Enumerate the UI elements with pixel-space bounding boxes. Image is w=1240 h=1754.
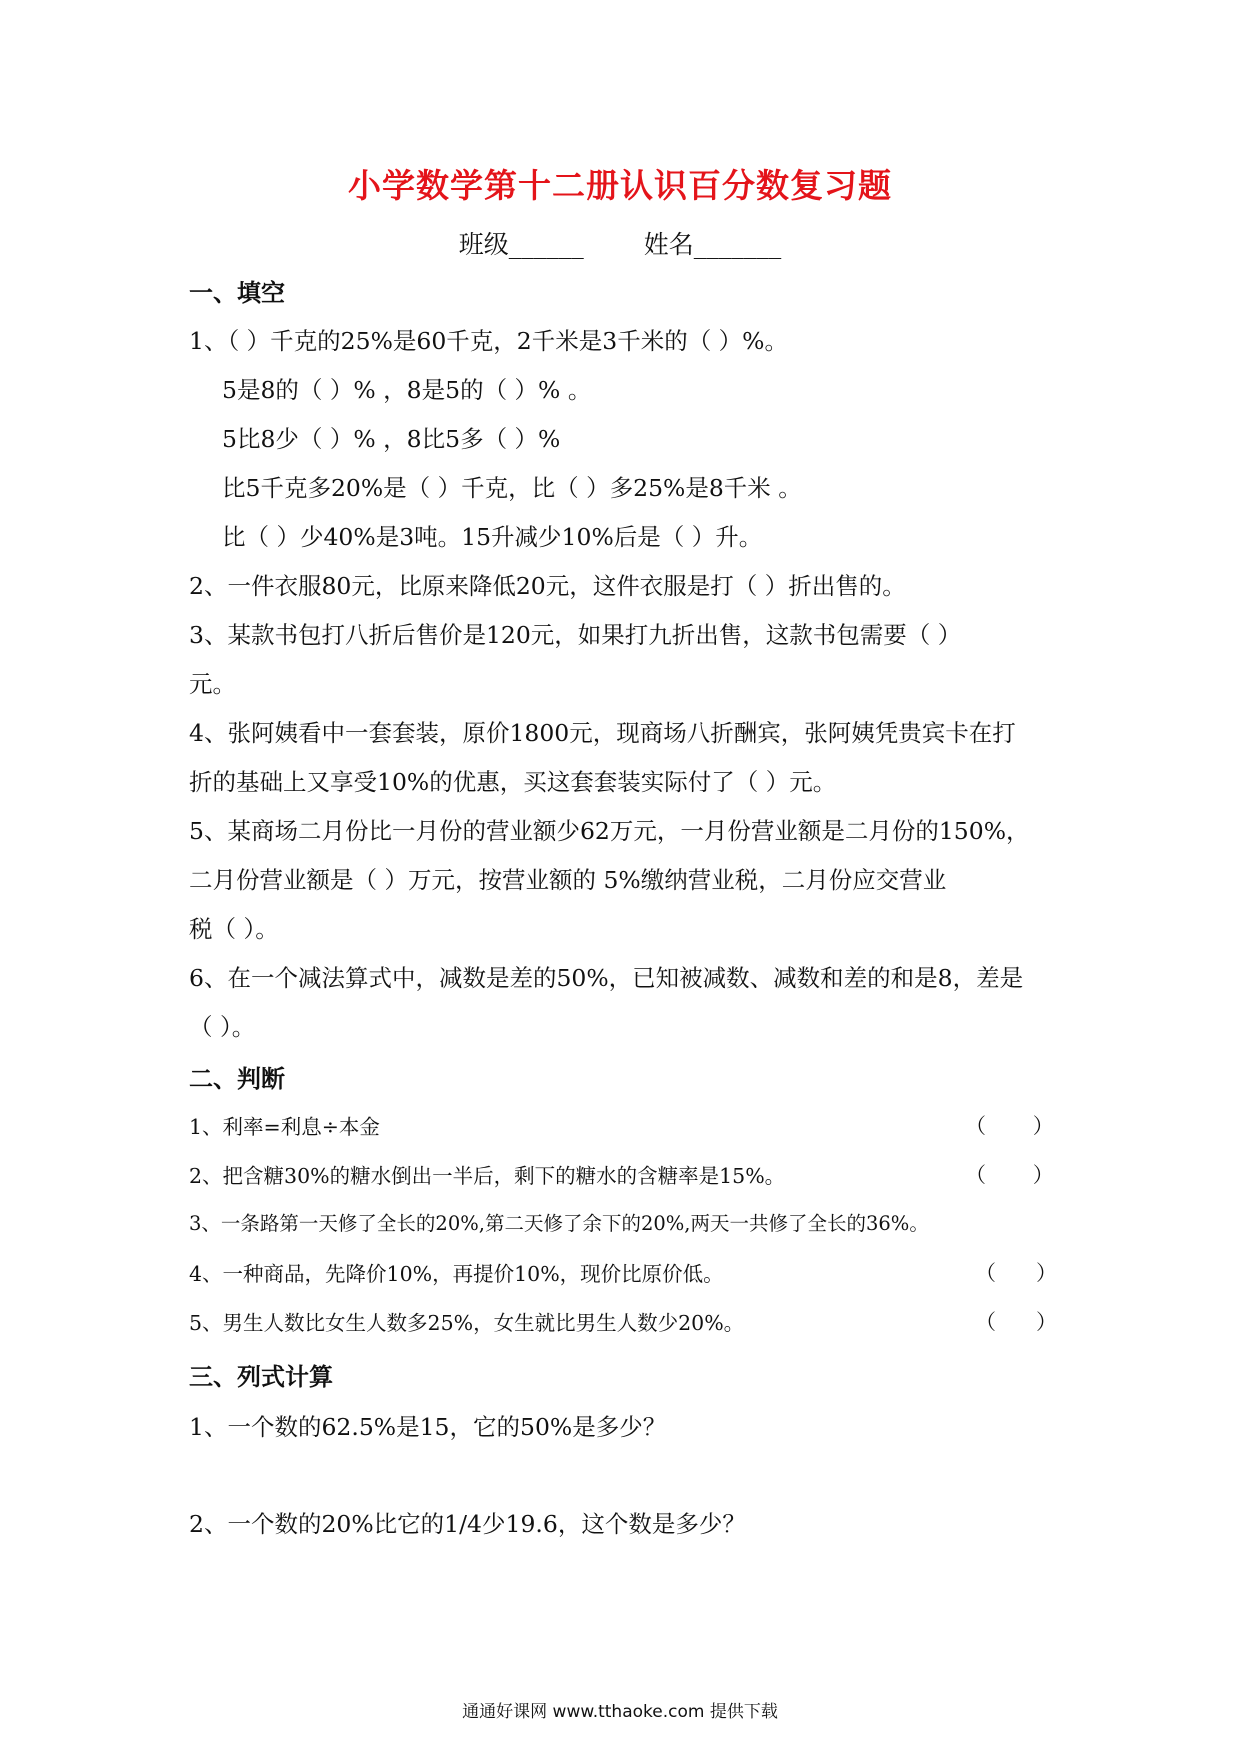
judgement-item: 4、一种商品，先降价10%，再提价10%，现价比原价低。 <box>189 1262 724 1286</box>
question-line: 2、一件衣服80元，比原来降低20元，这件衣服是打（ ）折出售的。 <box>189 572 906 600</box>
question-line: 二月份营业额是（ ）万元，按营业额的 5%缴纳营业税，二月份应交营业 <box>189 866 947 894</box>
judgement-answer-parentheses: （ ） <box>975 1310 1058 1334</box>
question-line: 3、某款书包打八折后售价是120元，如果打九折出售，这款书包需要（ ） <box>189 621 962 649</box>
name-field-label: 姓名_______ <box>643 230 782 259</box>
question-line: 6、在一个减法算式中，减数是差的50%，已知被减数、减数和差的和是8，差是 <box>189 964 1024 992</box>
question-line: 4、张阿姨看中一套套装，原价1800元，现商场八折酬宾，张阿姨凭贵宾卡在打 <box>189 719 1016 747</box>
question-line: 税（ ）。 <box>189 915 279 943</box>
judgement-answer-parentheses: （ ） <box>965 1114 1054 1138</box>
question-line: 比（ ）少40%是3吨。15升减少10%后是（ ）升。 <box>222 523 763 551</box>
section-heading-calculation: 三、列式计算 <box>189 1363 333 1391</box>
judgement-answer-parentheses: （ ） <box>975 1261 1058 1285</box>
judgement-item: 1、利率=利息÷本金 <box>189 1115 380 1139</box>
question-line: 5是8的（ ）% ，8是5的（ ）% 。 <box>222 376 592 404</box>
question-line: 5、某商场二月份比一月份的营业额少62万元，一月份营业额是二月份的150%， <box>189 817 1030 845</box>
question-line: 元。 <box>189 670 236 698</box>
section-heading-fill-blank: 一、填空 <box>189 279 285 307</box>
judgement-item: 3、一条路第一天修了全长的20%,第二天修了余下的20%,两天一共修了全长的36%。 <box>189 1212 929 1235</box>
student-info <box>0 225 1240 261</box>
calculation-question: 2、一个数的20%比它的1/4少19.6，这个数是多少？ <box>189 1510 746 1538</box>
page-title: 小学数学第十二册认识百分数复习题 <box>348 166 892 205</box>
section-heading-judgement: 二、判断 <box>189 1065 285 1093</box>
judgement-item: 2、把含糖30%的糖水倒出一半后，剩下的糖水的含糖率是15%。 <box>189 1164 786 1188</box>
question-line: 比5千克多20%是（ ）千克，比（ ）多25%是8千米 。 <box>222 474 802 502</box>
judgement-item: 5、男生人数比女生人数多25%，女生就比男生人数少20%。 <box>189 1311 745 1335</box>
question-line: （ ）。 <box>189 1013 256 1041</box>
question-line: 5比8少（ ）% ，8比5多（ ）% <box>222 425 561 453</box>
judgement-answer-parentheses: （ ） <box>965 1163 1054 1187</box>
question-line: 折的基础上又享受10%的优惠，买这套套装实际付了（ ）元。 <box>189 768 837 796</box>
calculation-question: 1、一个数的62.5%是15，它的50%是多少？ <box>189 1413 667 1441</box>
footer-source-text: 通通好课网 www.tthaoke.com 提供下载 <box>462 1702 778 1722</box>
class-field-label: 班级______ <box>458 230 584 259</box>
question-line: 1、（ ）千克的25%是60千克，2千米是3千米的（ ）%。 <box>189 327 789 355</box>
